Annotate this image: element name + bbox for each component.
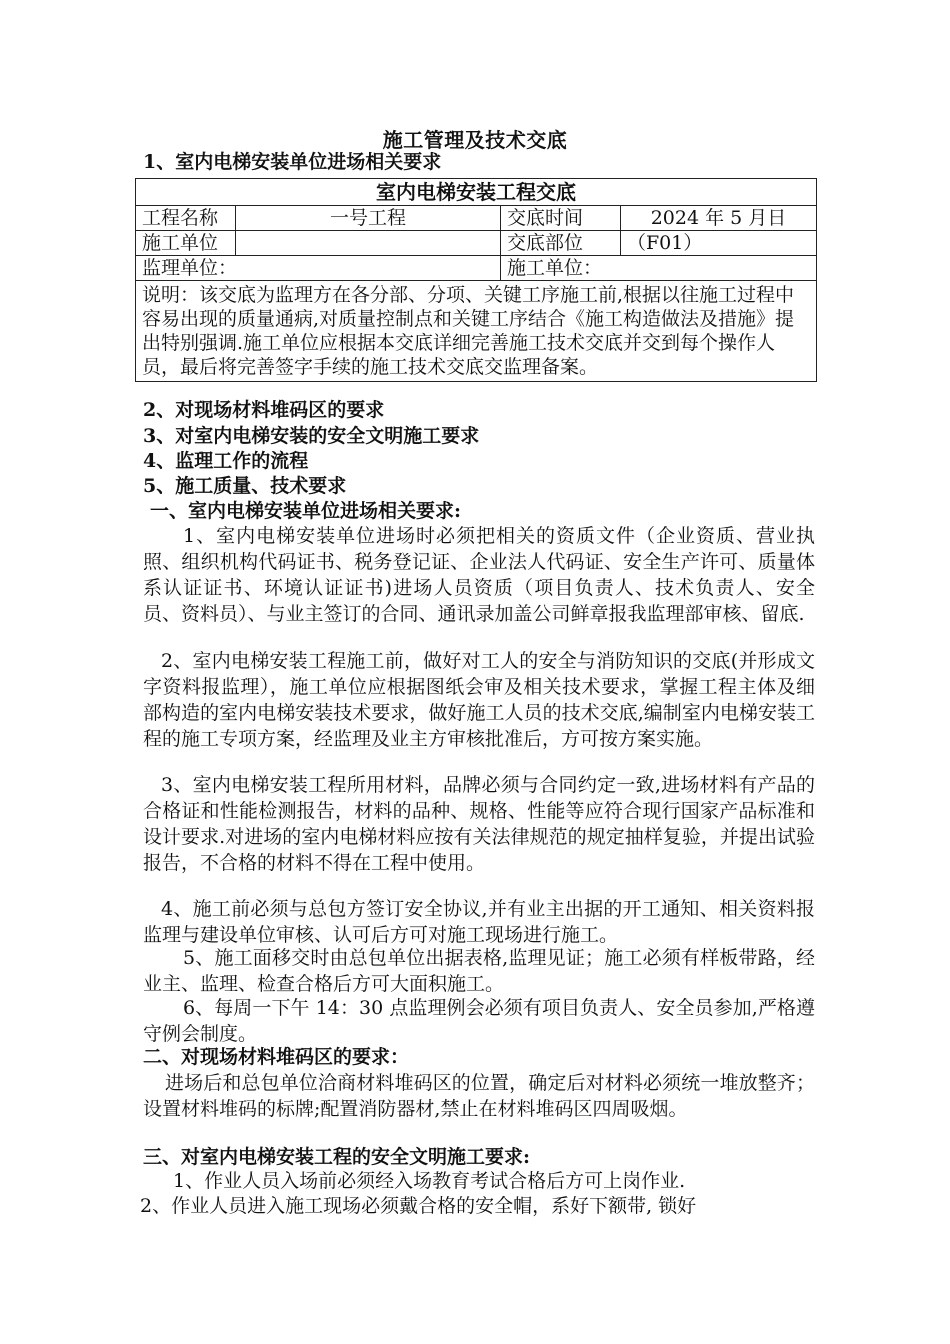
project-name-label: 工程名称 (136, 206, 236, 231)
outline-item-5: 5、施工质量、技术要求 (143, 475, 347, 497)
table-note: 说明：该交底为监理方在各分部、分项、关键工序施工前,根据以往施工过程中容易出现的质量通病,对质量控制点和关键工序结合《施工构造做法及措施》提出特别强调.施工单位应根据本交底详细完善施工技术交底并交到每个操作人员，最后将完善签字手续的施工技术交底交监理备案。 (136, 281, 817, 382)
section1-paragraph-3: 3、室内电梯安装工程所用材料，品牌必须与合同约定一致,进场材料有产品的合格证和性能检测报告，材料的品种、规格、性能等应符合现行国家产品标准和设计要求.对进场的室内电梯材料应按有关法律规范的规定抽样复验，并提出试验报告，不合格的材料不得在工程中使用。 (143, 774, 815, 874)
contractor2-label: 施工单位： (501, 256, 817, 281)
section3-heading: 三、对室内电梯安装工程的安全文明施工要求: (143, 1146, 531, 1168)
section1-paragraph-1: 1、室内电梯安装单位进场时必须把相关的资质文件（企业资质、营业执照、组织机构代码证书、税务登记证、企业法人代码证、安全生产许可、质量体系认证证书、环境认证证书)进场人员资质（项目负责人、技术负责人、安全员、资料员）、与业主签订的合同、通讯录加盖公司鲜章报我监理部审核、留底. (143, 525, 815, 625)
table-heading: 室内电梯安装工程交底 (136, 179, 817, 206)
section3-paragraph-1: 1、作业人员入场前必须经入场教育考试合格后方可上岗作业. (173, 1170, 686, 1192)
section1-paragraph-6: 6、每周一下午 14：30 点监理例会必须有项目负责人、安全员参加,严格遵守例会制度。 (143, 997, 815, 1045)
supervisor-label: 监理单位： (136, 256, 501, 281)
section1-heading: 一、室内电梯安装单位进场相关要求: (150, 500, 462, 522)
document-title: 施工管理及技术交底 (382, 128, 568, 152)
outline-item-2: 2、对现场材料堆码区的要求 (143, 399, 385, 421)
section3-paragraph-2: 2、作业人员进入施工现场必须戴合格的安全帽，系好下额带, 锁好 (140, 1195, 697, 1217)
outline-item-3: 3、对室内电梯安装的安全文明施工要求 (143, 425, 480, 447)
section1-paragraph-5: 5、施工面移交时由总包单位出据表格,监理见证；施工必须有样板带路，经业主、监理、检查合格后方可大面积施工。 (143, 947, 815, 995)
contractor-label: 施工单位 (136, 231, 236, 256)
section2-heading: 二、对现场材料堆码区的要求： (143, 1046, 410, 1068)
project-name-value: 一号工程 (236, 206, 501, 231)
section2-paragraph-1: 进场后和总包单位洽商材料堆码区的位置，确定后对材料必须统一堆放整齐；设置材料堆码的标牌;配置消防器材,禁止在材料堆码区四周吸烟。 (143, 1072, 815, 1120)
outline-item-1: 1、室内电梯安装单位进场相关要求 (143, 151, 442, 173)
date-value: 2024 年 5 月日 (621, 206, 817, 231)
contractor-value (236, 231, 501, 256)
part-label: 交底部位 (501, 231, 621, 256)
section1-paragraph-4: 4、施工前必须与总包方签订安全协议,并有业主出据的开工通知、相关资料报监理与建设单位审核、认可后方可对施工现场进行施工。 (143, 898, 815, 946)
section1-paragraph-2: 2、室内电梯安装工程施工前，做好对工人的安全与消防知识的交底(并形成文字资料报监理），施工单位应根据图纸会审及相关技术要求，掌握工程主体及细部构造的室内电梯安装技术要求，做好施工人员的技术交底,编制室内电梯安装工程的施工专项方案，经监理及业主方审核批准后，方可按方案实施。 (143, 650, 815, 750)
handover-table (135, 178, 817, 382)
outline-item-4: 4、监理工作的流程 (143, 450, 309, 472)
part-value: （F01） (621, 231, 817, 256)
date-label: 交底时间 (501, 206, 621, 231)
